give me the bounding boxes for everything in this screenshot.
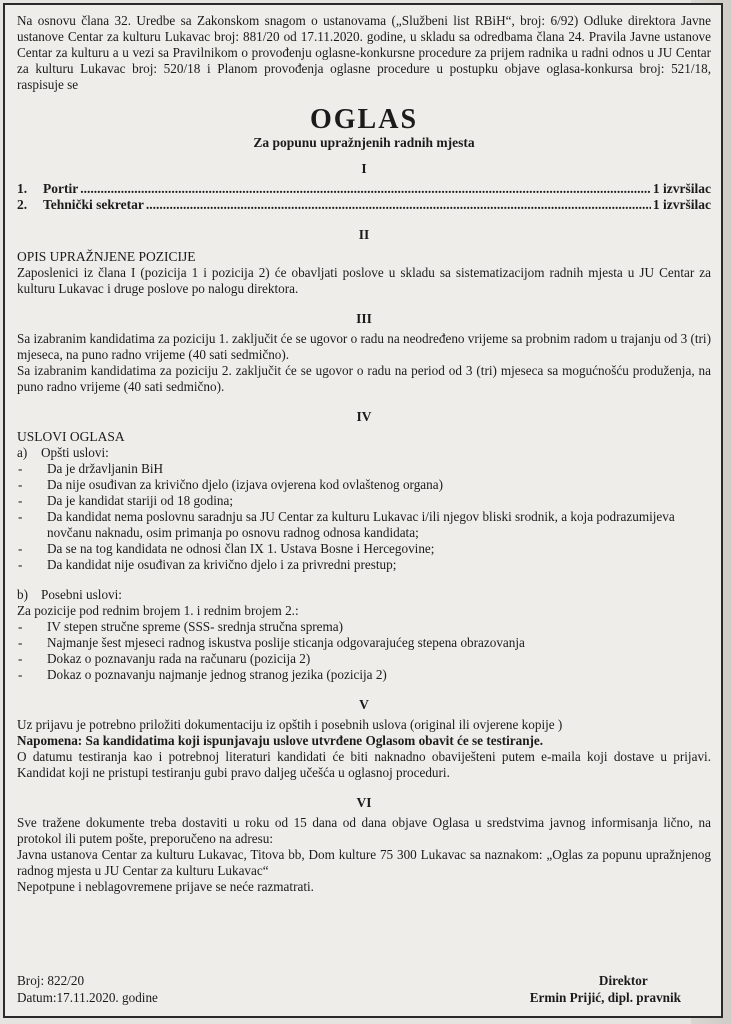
list-item: - IV stepen stručne spreme (SSS- srednja stručna sprema) <box>17 619 711 635</box>
section-number-v: V <box>359 697 369 712</box>
section-number-ii: II <box>358 227 370 242</box>
section-number-iii: III <box>356 311 372 326</box>
list-item: - Da je državljanin BiH <box>17 461 711 477</box>
list-item: - Najmanje šest mjeseci radnog iskustva poslije sticanja odgovarajućeg stepena obrazovanja <box>17 635 711 651</box>
section-v-text-1: Uz prijavu je potrebno priložiti dokumentaciju iz opštih i posebnih uslova (original ili ovjerene kopije ) <box>17 717 563 732</box>
dot-leader <box>80 181 651 197</box>
general-conditions-list <box>17 461 711 573</box>
positions-list <box>17 181 711 213</box>
list-item: - Da kandidat nema poslovnu saradnju sa JU Centar za kulturu Lukavac i/ili njegov bliski srodnik, a koja podrazumijeva novčanu naknadu, osim primanja po osnovu radnog odnosa kandidata; <box>17 509 711 541</box>
reference-number: Broj: 822/20 <box>17 973 85 988</box>
section-vi-text-3: Nepotpune i neblagovremene prijave se neće razmatrati. <box>17 879 314 894</box>
announcement-subtitle: Za popunu upražnjenih radnih mjesta <box>253 135 475 150</box>
position-name: Portir <box>43 181 79 196</box>
note-label: Napomena: <box>17 733 83 748</box>
reference-date: Datum:17.11.2020. godine <box>17 990 158 1005</box>
section-number-iv: IV <box>356 409 372 424</box>
section-ii-text: Zaposlenici iz člana I (pozicija 1 i pozicija 2) će obavljati poslove u skladu sa sistematizacijom radnih mjesta u JU Centar za kulturu Lukavac i druge poslove po nalogu direktora. <box>17 265 711 296</box>
reference-block <box>17 972 158 1006</box>
signature-footer <box>17 966 711 1006</box>
special-conditions-label: Posebni uslovi: <box>41 587 122 602</box>
section-v-text-2: O datumu testiranja kao i potrebnoj literaturi kandidati će biti naknadno obaviješteni putem e-maila koji dostave u prijavi. Kandidat koji ne pristupi testiranju gubi pravo daljeg učešća u oglasnoj proceduri. <box>17 749 711 780</box>
announcement-title: OGLAS <box>309 104 419 135</box>
list-item: - Dokaz o poznavanju najmanje jednog stranog jezika (pozicija 2) <box>17 667 711 683</box>
announcement-frame <box>3 3 723 1018</box>
position-count: 1 izvršilac <box>652 197 711 212</box>
special-conditions-list <box>17 619 711 683</box>
special-conditions-intro: Za pozicije pod rednim brojem 1. i rednim brojem 2.: <box>17 603 299 618</box>
list-item: - Da je kandidat stariji od 18 godina; <box>17 493 711 509</box>
position-number: 1. <box>17 181 28 196</box>
special-conditions-heading <box>17 587 711 603</box>
section-number-i: I <box>361 161 367 176</box>
section-vi-text-1: Sve tražene dokumente treba dostaviti u roku od 15 dana od dana objave Oglasa u sredstvima javnog informisanja lično, na protokol ili putem pošte, preporučeno na adresu: <box>17 815 711 846</box>
list-item: - Da kandidat nije osuđivan za krivično djelo i za privredni prestup; <box>17 557 711 573</box>
section-iii-text-1: Sa izabranim kandidatima za poziciju 1. zaključit će se ugovor o radu na neodređeno vrijeme sa probnim radom u trajanju od 3 (tri) mjeseca, na puno radno vrijeme (40 sati sedmično). <box>17 331 711 362</box>
section-vi-text-2: Javna ustanova Centar za kulturu Lukavac, Titova bb, Dom kulture 75 300 Lukavac sa naznakom: „Oglas za popunu upražnjenog radnog mjesta u JU Centar za kulturu Lukavac“ <box>17 847 711 878</box>
section-iv-heading: USLOVI OGLASA <box>17 429 125 444</box>
general-conditions-heading <box>17 445 711 461</box>
position-row <box>17 181 711 197</box>
list-item: - Da se na tog kandidata ne odnosi član IX 1. Ustava Bosne i Hercegovine; <box>17 541 711 557</box>
intro-paragraph: Na osnovu člana 32. Uredbe sa Zakonskom snagom o ustanovama („Službeni list RBiH“, broj: 6/92) Odluke direktora Javne ustanove Centar za kulturu Lukavac broj: 881/20 od 17.11.2020. godine, u skladu sa odredbama člana 24. Pravila Javne ustanove Centar za kulturu a u vezi sa Pravilnikom o provođenju oglasne-konkursne procedure za prijem radnika u radni odnos u JU Centar za kulturu Lukavac broj: 520/18 i Planom provođenja oglasne procedure u postupku objave oglasa-konkursa broj: 521/18, raspisuje se <box>17 13 711 92</box>
list-item: - Da nije osuđivan za krivično djelo (izjava ovjerena kod ovlaštenog organa) <box>17 477 711 493</box>
signatory-name: Ermin Prijić, dipl. pravnik <box>529 990 681 1005</box>
general-conditions-letter: a) <box>17 445 28 460</box>
position-number: 2. <box>17 197 28 212</box>
position-count: 1 izvršilac <box>652 181 711 196</box>
signatory-role: Direktor <box>598 973 648 988</box>
special-conditions-letter: b) <box>17 587 28 602</box>
section-ii-heading: OPIS UPRAŽNJENE POZICIJE <box>17 249 196 264</box>
dot-leader <box>146 197 651 213</box>
section-iii-text-2: Sa izabranim kandidatima za poziciju 2. zaključit će se ugovor o radu na period od 3 (tri) mjeseca sa mogućnošću produženja, na puno radno vrijeme (40 sati sedmično). <box>17 363 711 394</box>
list-item: - Dokaz o poznavanju rada na računaru (pozicija 2) <box>17 651 711 667</box>
section-number-vi: VI <box>356 795 372 810</box>
note-text: Sa kandidatima koji ispunjavaju uslove utvrđene Oglasom obavit će se testiranje. <box>85 733 544 748</box>
section-v-note <box>17 733 711 749</box>
position-name: Tehnički sekretar <box>43 197 144 212</box>
position-row <box>17 197 711 213</box>
general-conditions-label: Opšti uslovi: <box>41 445 109 460</box>
signatory-block <box>530 972 681 1006</box>
